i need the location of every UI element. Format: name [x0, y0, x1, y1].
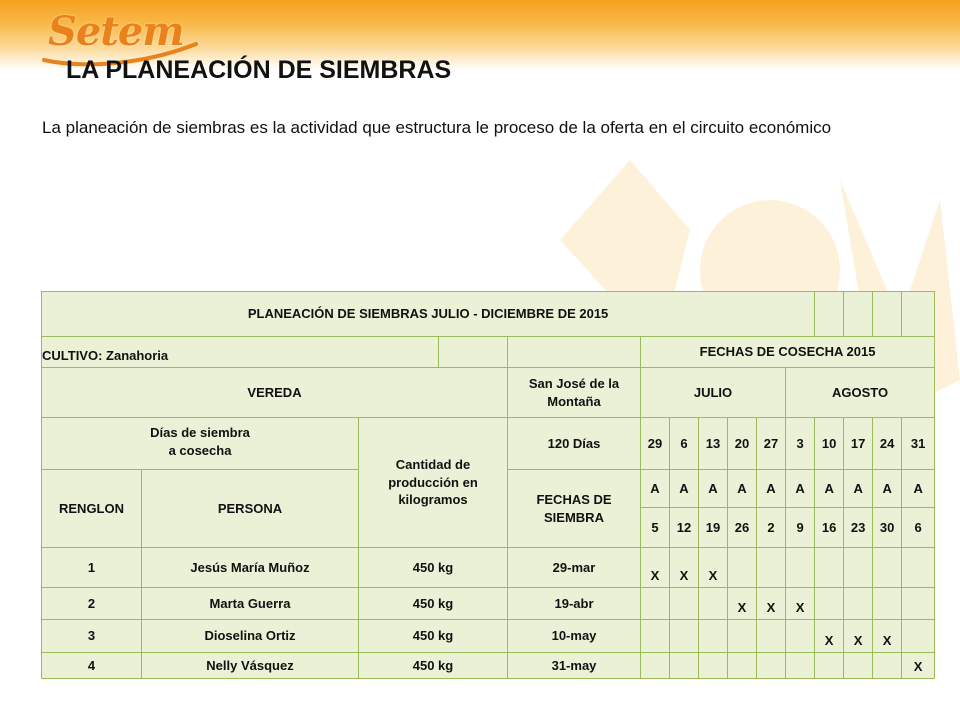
- mark-cell: [902, 548, 935, 588]
- sowing-letter: A: [699, 470, 728, 508]
- mark-cell: [757, 620, 786, 653]
- sowing-day: 19: [699, 508, 728, 548]
- mark-cell: [728, 620, 757, 653]
- cultivo-label: CULTIVO: Zanahoria: [42, 337, 439, 368]
- fechas-siembra-label: FECHAS DE SIEMBRA: [508, 470, 641, 548]
- empty-cell: [844, 292, 873, 337]
- mark-cell: X: [728, 588, 757, 620]
- mark-cell: [786, 653, 815, 679]
- page-title: LA PLANEACIÓN DE SIEMBRAS: [66, 56, 452, 84]
- table-row: [42, 620, 935, 653]
- empty-cell: [815, 292, 844, 337]
- sowing-day: 5: [641, 508, 670, 548]
- mark-cell: [641, 653, 670, 679]
- sowing-letter: A: [757, 470, 786, 508]
- persona-cell: Marta Guerra: [142, 588, 359, 620]
- mark-cell: [902, 588, 935, 620]
- fechas-cosecha-label: FECHAS DE COSECHA 2015: [641, 337, 935, 368]
- harvest-day: 20: [728, 418, 757, 470]
- renglon-cell: 1: [42, 548, 142, 588]
- renglon-cell: 3: [42, 620, 142, 653]
- mark-cell: [699, 653, 728, 679]
- month-julio: JULIO: [641, 368, 786, 418]
- mark-cell: [670, 620, 699, 653]
- vereda-value: San José de la Montaña: [508, 368, 641, 418]
- mark-cell: [699, 588, 728, 620]
- sowing-day: 16: [815, 508, 844, 548]
- mark-cell: [670, 588, 699, 620]
- month-agosto: AGOSTO: [786, 368, 935, 418]
- fecha-cell: 29-mar: [508, 548, 641, 588]
- fecha-cell: 31-may: [508, 653, 641, 679]
- table-row: [42, 588, 935, 620]
- mark-cell: [873, 588, 902, 620]
- sowing-letter: A: [728, 470, 757, 508]
- mark-cell: X: [902, 653, 935, 679]
- empty-cell: [439, 337, 508, 368]
- mark-cell: [844, 548, 873, 588]
- cantidad-cell: 450 kg: [359, 588, 508, 620]
- harvest-day: 27: [757, 418, 786, 470]
- mark-cell: [815, 588, 844, 620]
- cantidad-label: Cantidad de producción en kilogramos: [359, 418, 508, 548]
- sowing-letter: A: [902, 470, 935, 508]
- fecha-cell: 10-may: [508, 620, 641, 653]
- intro-text: La planeación de siembras es la actividad que estructura le proceso de la oferta en el circuito económico: [42, 118, 832, 137]
- mark-cell: [786, 548, 815, 588]
- sowing-day: 12: [670, 508, 699, 548]
- mark-cell: X: [786, 588, 815, 620]
- harvest-day: 29: [641, 418, 670, 470]
- mark-cell: [873, 548, 902, 588]
- setem-logo: Setem: [48, 8, 184, 55]
- sowing-letter: A: [786, 470, 815, 508]
- dias-value: 120 Días: [508, 418, 641, 470]
- sowing-day: 9: [786, 508, 815, 548]
- mark-cell: [902, 620, 935, 653]
- sowing-letter: A: [815, 470, 844, 508]
- empty-cell: [902, 292, 935, 337]
- renglon-cell: 2: [42, 588, 142, 620]
- persona-cell: Dioselina Ortiz: [142, 620, 359, 653]
- cantidad-cell: 450 kg: [359, 620, 508, 653]
- harvest-day: 24: [873, 418, 902, 470]
- harvest-day: 6: [670, 418, 699, 470]
- mark-cell: X: [815, 620, 844, 653]
- renglon-cell: 4: [42, 653, 142, 679]
- mark-cell: X: [670, 548, 699, 588]
- fecha-cell: 19-abr: [508, 588, 641, 620]
- sowing-letter: A: [641, 470, 670, 508]
- harvest-day: 10: [815, 418, 844, 470]
- harvest-day: 31: [902, 418, 935, 470]
- empty-cell: [508, 337, 641, 368]
- mark-cell: [815, 653, 844, 679]
- mark-cell: [728, 548, 757, 588]
- mark-cell: X: [757, 588, 786, 620]
- empty-cell: [873, 292, 902, 337]
- sowing-day: 6: [902, 508, 935, 548]
- renglon-label: RENGLON: [42, 470, 142, 548]
- harvest-day: 13: [699, 418, 728, 470]
- mark-cell: X: [641, 548, 670, 588]
- cantidad-cell: 450 kg: [359, 653, 508, 679]
- mark-cell: [844, 653, 873, 679]
- dias-siembra-label: Días de siembra a cosecha: [42, 418, 359, 470]
- mark-cell: [786, 620, 815, 653]
- mark-cell: [641, 620, 670, 653]
- mark-cell: [873, 653, 902, 679]
- vereda-label: VEREDA: [42, 368, 508, 418]
- sowing-day: 2: [757, 508, 786, 548]
- table-row: [42, 548, 935, 588]
- persona-label: PERSONA: [142, 470, 359, 548]
- mark-cell: X: [844, 620, 873, 653]
- mark-cell: [728, 653, 757, 679]
- mark-cell: [844, 588, 873, 620]
- sowing-letter: A: [873, 470, 902, 508]
- cantidad-cell: 450 kg: [359, 548, 508, 588]
- table-header: PLANEACIÓN DE SIEMBRAS JULIO - DICIEMBRE DE 2015: [42, 292, 815, 337]
- sowing-letter: A: [670, 470, 699, 508]
- mark-cell: [699, 620, 728, 653]
- harvest-day: 17: [844, 418, 873, 470]
- sowing-letter: A: [844, 470, 873, 508]
- mark-cell: [757, 548, 786, 588]
- mark-cell: [757, 653, 786, 679]
- mark-cell: X: [699, 548, 728, 588]
- mark-cell: X: [873, 620, 902, 653]
- table-row: [42, 653, 935, 679]
- mark-cell: [641, 588, 670, 620]
- sowing-day: 30: [873, 508, 902, 548]
- mark-cell: [670, 653, 699, 679]
- mark-cell: [815, 548, 844, 588]
- sowing-day: 23: [844, 508, 873, 548]
- sowing-day: 26: [728, 508, 757, 548]
- planting-plan-table: [41, 291, 935, 679]
- persona-cell: Jesús María Muñoz: [142, 548, 359, 588]
- persona-cell: Nelly Vásquez: [142, 653, 359, 679]
- harvest-day: 3: [786, 418, 815, 470]
